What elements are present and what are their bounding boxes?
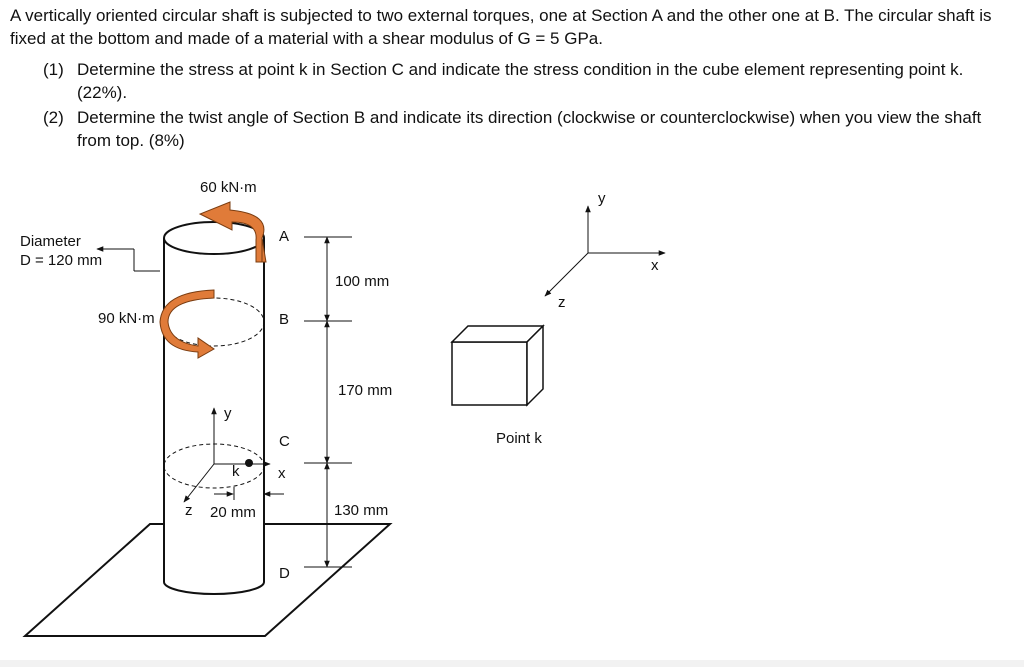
point-k-marker: [245, 459, 253, 467]
global-axis-x: x: [651, 257, 659, 274]
question-1-text: Determine the stress at point k in Section C and indicate the stress condition in the cube element representing point k. (22%).: [77, 60, 964, 102]
question-2-text: Determine the twist angle of Section B and indicate its direction (clockwise or counterclockwise) when you view the shaft from top. (8%): [77, 108, 982, 150]
question-2-number: (2): [43, 108, 64, 127]
point-k-label: k: [232, 463, 240, 480]
shaft-cylinder: [164, 222, 264, 594]
section-d-label: D: [279, 565, 290, 582]
k-offset-label: 20 mm: [210, 504, 256, 521]
section-a-label: A: [279, 228, 290, 245]
global-axes: [545, 206, 665, 296]
question-1-number: (1): [43, 60, 64, 79]
torque-b-label: 90 kN·m: [98, 310, 155, 327]
footer-band: [0, 660, 1024, 667]
local-axis-x: x: [278, 465, 286, 482]
diameter-value: D = 120 mm: [20, 252, 103, 269]
dim-bc-label: 170 mm: [338, 382, 393, 399]
section-b-label: B: [279, 311, 290, 328]
diameter-label: Diameter: [20, 233, 81, 250]
global-axis-z: z: [558, 294, 566, 311]
dim-cd-label: 130 mm: [334, 502, 389, 519]
torque-a-label: 60 kN·m: [200, 179, 257, 196]
section-c-label: C: [279, 433, 290, 450]
local-axis-z: z: [185, 502, 193, 519]
cube-label: Point k: [496, 430, 542, 447]
local-axis-y: y: [224, 405, 232, 422]
dim-ab-label: 100 mm: [335, 273, 390, 290]
stress-cube: [452, 326, 543, 405]
diameter-leader: [97, 249, 160, 271]
global-axis-y: y: [598, 190, 606, 207]
problem-intro: A vertically oriented circular shaft is subjected to two external torques, one at Section A and the other one at B. The circular shaft is fixed at the bottom and made of a material with a shear modulus of G = 5 GPa.: [10, 6, 992, 48]
